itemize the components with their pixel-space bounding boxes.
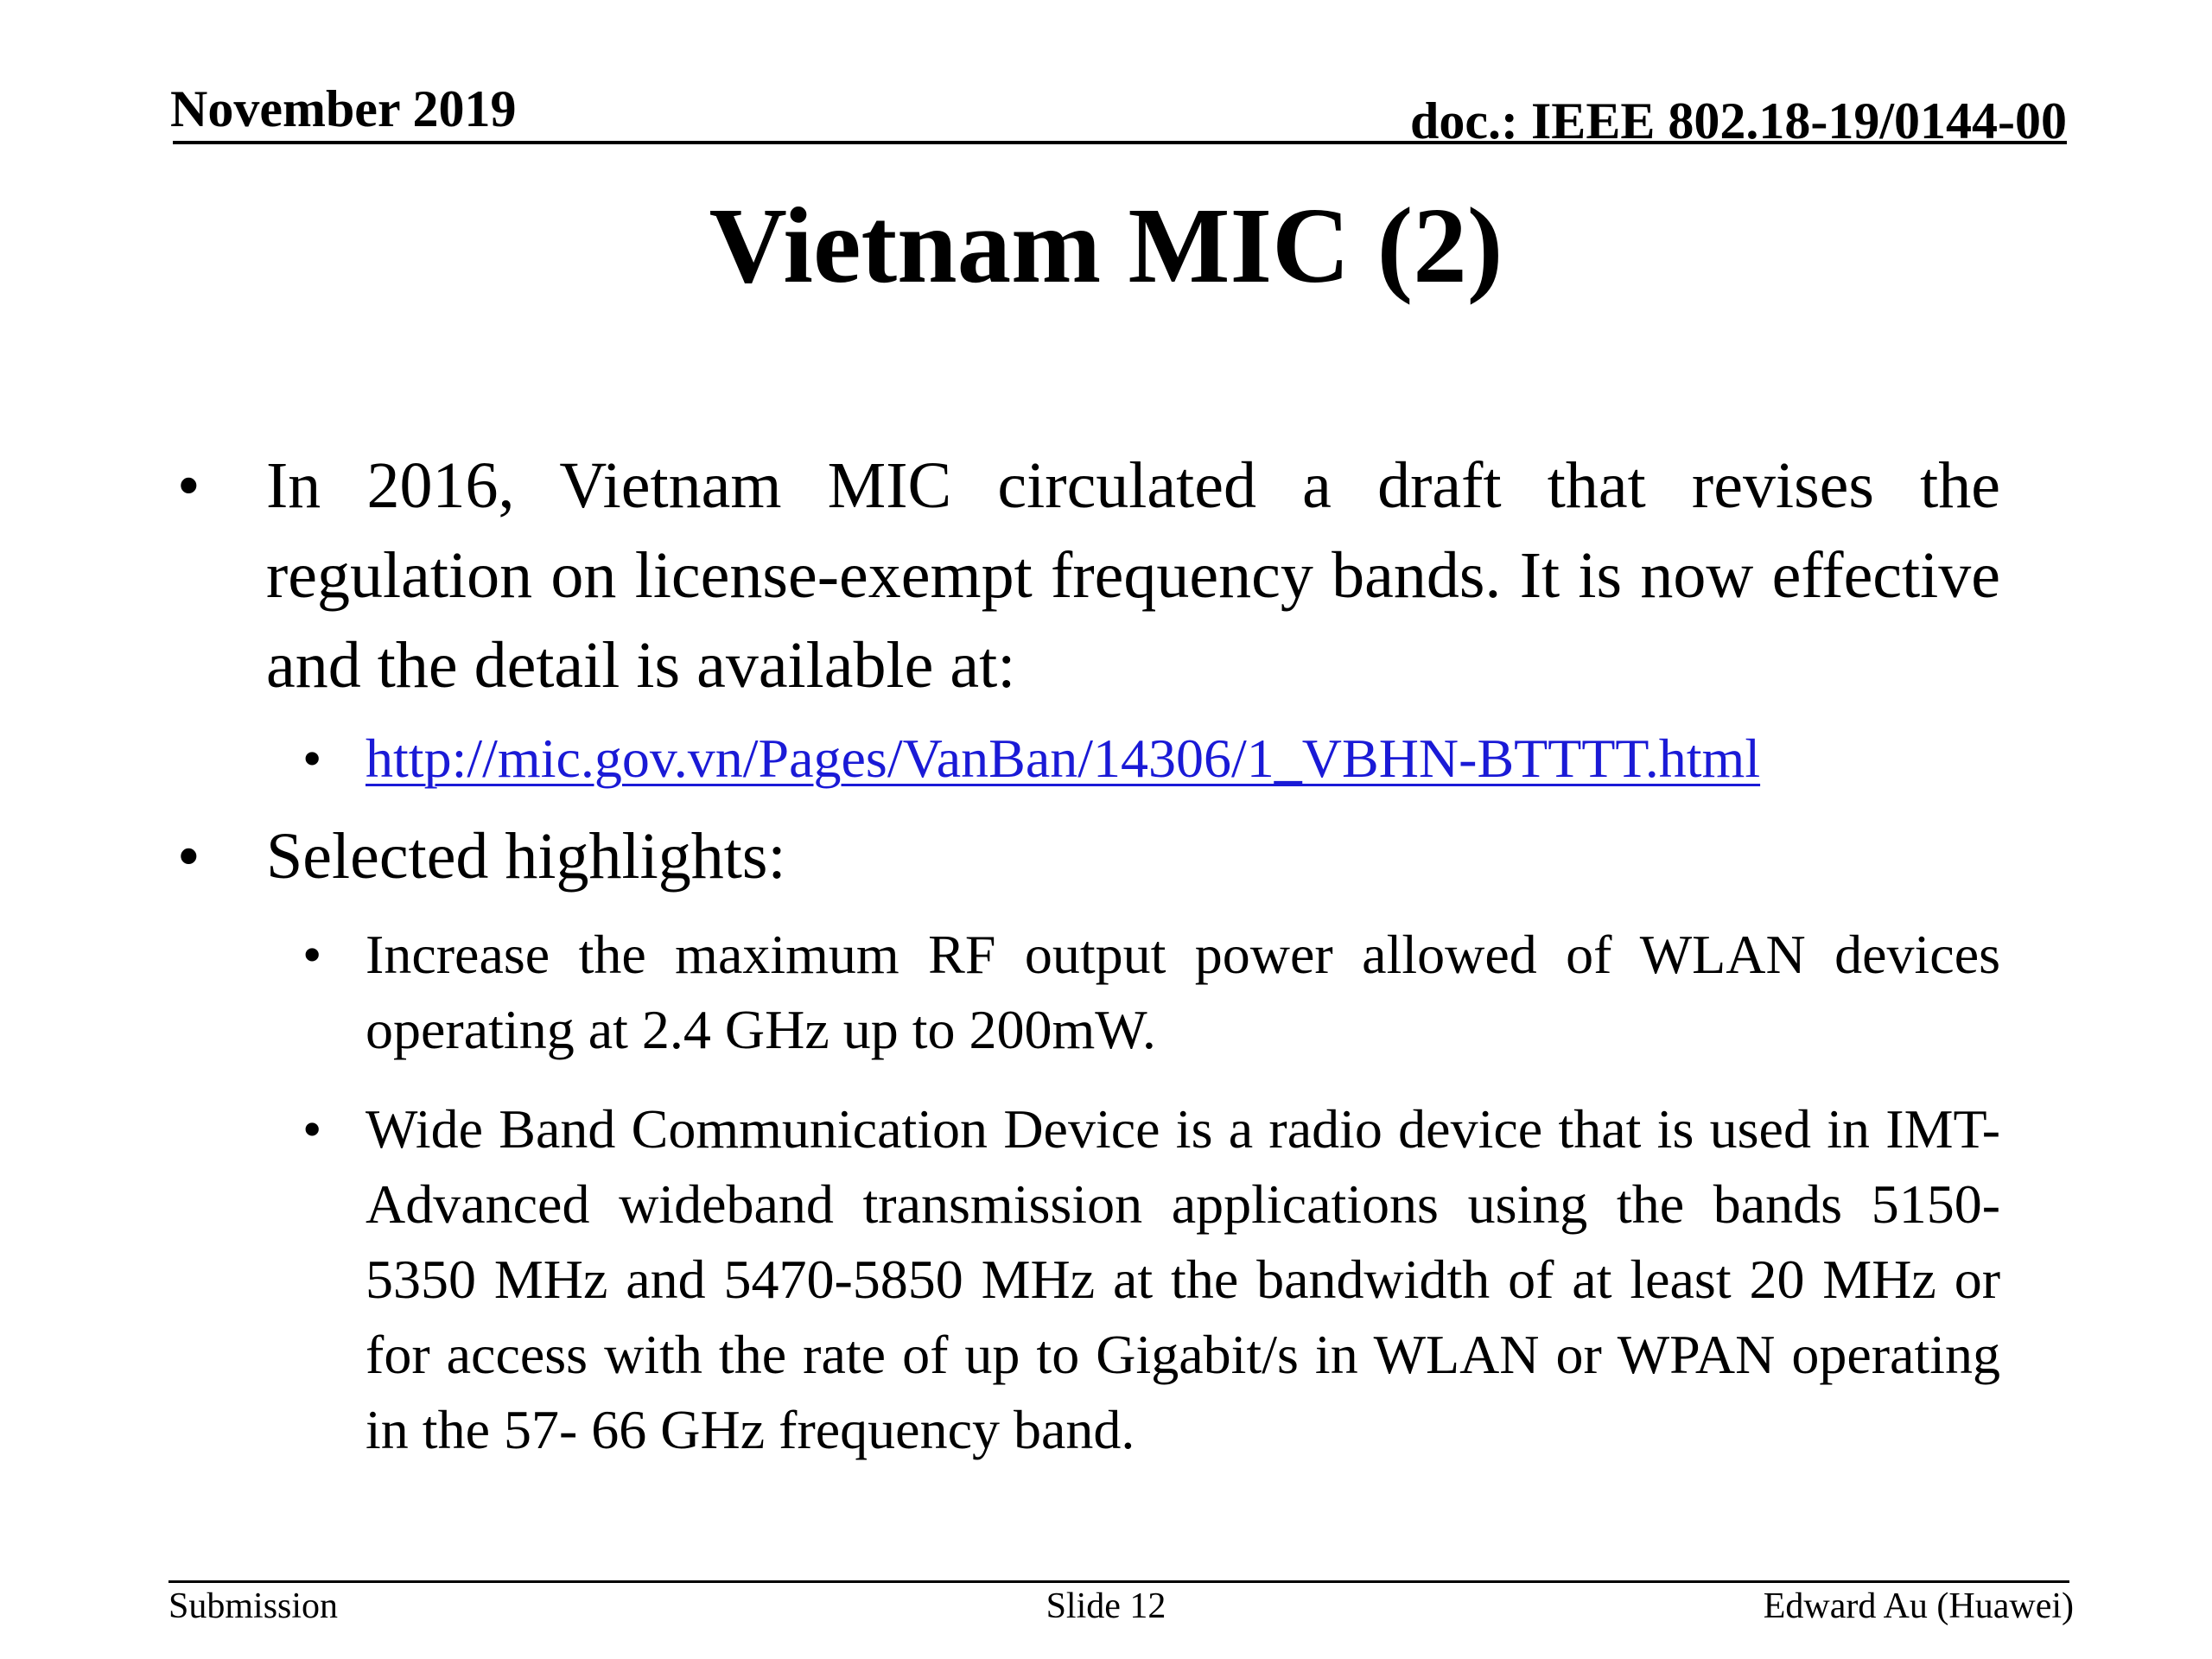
bullet-item bbox=[177, 441, 2000, 710]
header-divider bbox=[173, 141, 2067, 144]
sub-bullet-icon: • bbox=[302, 1098, 322, 1160]
sub-bullet-icon: • bbox=[302, 924, 322, 985]
bullet-text: In 2016, Vietnam MIC circulated a draft that revises the regulation on license-exempt frequency bands. It is now effective and the detail is available at: bbox=[266, 449, 2000, 702]
sub-bullet-item bbox=[266, 1091, 2000, 1467]
header-doc-id: doc.: IEEE 802.18-19/0144-00 bbox=[1409, 92, 2067, 149]
footer-divider bbox=[168, 1580, 2069, 1583]
slide-title: Vietnam MIC (2) bbox=[709, 187, 1503, 306]
bullet-icon: • bbox=[177, 820, 200, 893]
footer-author: Edward Au (Huawei) bbox=[1763, 1586, 2074, 1626]
sub-bullet-text: Wide Band Communication Device is a radio device that is used in IMT-Advanced wideband transmission applications using the bands 5150-5350 MHz and 5470-5850 MHz at the bandwidth of at least 20 MHz or for access with the rate of up to Gigabit/s in WLAN or WPAN operating in the 57- 66 GHz frequency band. bbox=[365, 1098, 2000, 1460]
bullet-text: Selected highlights: bbox=[266, 820, 786, 893]
regulation-link[interactable]: http://mic.gov.vn/Pages/VanBan/14306/1_VBHN-BTTTT.html bbox=[365, 728, 1761, 789]
sub-bullet-item bbox=[266, 721, 2000, 796]
bullet-item bbox=[177, 811, 2000, 901]
sub-bullet-icon: • bbox=[302, 728, 322, 789]
footer-submission: Submission bbox=[168, 1586, 339, 1626]
sub-bullet-text: Increase the maximum RF output power allowed of WLAN devices operating at 2.4 GHz up to 200mW. bbox=[365, 924, 2000, 1060]
slide-body bbox=[177, 441, 2000, 1467]
footer-slide-number: Slide 12 bbox=[1046, 1586, 1166, 1626]
header-date: November 2019 bbox=[170, 80, 517, 137]
sub-bullet-item bbox=[266, 917, 2000, 1067]
bullet-icon: • bbox=[177, 449, 200, 522]
